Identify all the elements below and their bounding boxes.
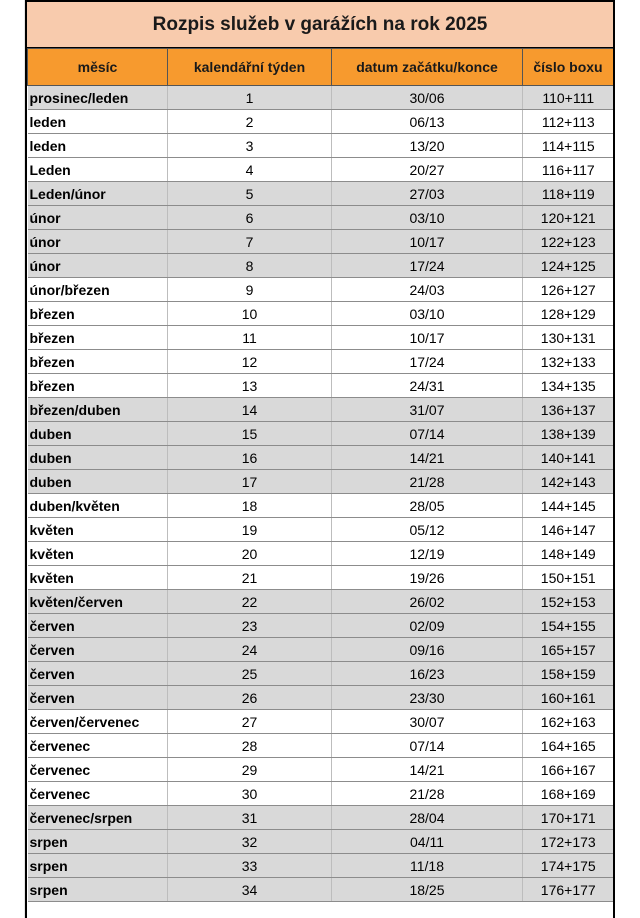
month-cell: březen bbox=[28, 326, 168, 350]
box-cell: 116+117 bbox=[523, 158, 614, 182]
dates-cell: 13/20 bbox=[332, 134, 523, 158]
dates-cell: 07/14 bbox=[332, 734, 523, 758]
dates-cell: 23/30 bbox=[332, 686, 523, 710]
month-cell: leden bbox=[28, 134, 168, 158]
week-cell: 27 bbox=[168, 710, 332, 734]
header-month: měsíc bbox=[28, 49, 168, 86]
month-cell: duben bbox=[28, 446, 168, 470]
table-row bbox=[28, 806, 614, 830]
schedule-table bbox=[27, 48, 614, 902]
box-cell: 148+149 bbox=[523, 542, 614, 566]
week-cell: 33 bbox=[168, 854, 332, 878]
table-row bbox=[28, 182, 614, 206]
table-row bbox=[28, 542, 614, 566]
dates-cell: 12/19 bbox=[332, 542, 523, 566]
dates-cell: 20/27 bbox=[332, 158, 523, 182]
page-margin bbox=[0, 0, 25, 918]
box-cell: 164+165 bbox=[523, 734, 614, 758]
month-cell: Leden/únor bbox=[28, 182, 168, 206]
dates-cell: 31/07 bbox=[332, 398, 523, 422]
week-cell: 15 bbox=[168, 422, 332, 446]
month-cell: srpen bbox=[28, 878, 168, 902]
dates-cell: 02/09 bbox=[332, 614, 523, 638]
month-cell: únor bbox=[28, 206, 168, 230]
month-cell: únor/březen bbox=[28, 278, 168, 302]
dates-cell: 30/07 bbox=[332, 710, 523, 734]
dates-cell: 10/17 bbox=[332, 326, 523, 350]
box-cell: 166+167 bbox=[523, 758, 614, 782]
table-row bbox=[28, 854, 614, 878]
week-cell: 28 bbox=[168, 734, 332, 758]
week-cell: 2 bbox=[168, 110, 332, 134]
box-cell: 118+119 bbox=[523, 182, 614, 206]
week-cell: 31 bbox=[168, 806, 332, 830]
week-cell: 16 bbox=[168, 446, 332, 470]
dates-cell: 09/16 bbox=[332, 638, 523, 662]
month-cell: červen/červenec bbox=[28, 710, 168, 734]
week-cell: 9 bbox=[168, 278, 332, 302]
table-row bbox=[28, 638, 614, 662]
box-cell: 120+121 bbox=[523, 206, 614, 230]
dates-cell: 30/06 bbox=[332, 86, 523, 110]
month-cell: duben bbox=[28, 422, 168, 446]
week-cell: 18 bbox=[168, 494, 332, 518]
week-cell: 25 bbox=[168, 662, 332, 686]
dates-cell: 18/25 bbox=[332, 878, 523, 902]
month-cell: duben bbox=[28, 470, 168, 494]
dates-cell: 06/13 bbox=[332, 110, 523, 134]
month-cell: březen bbox=[28, 374, 168, 398]
table-row bbox=[28, 86, 614, 110]
box-cell: 132+133 bbox=[523, 350, 614, 374]
table-row bbox=[28, 230, 614, 254]
box-cell: 136+137 bbox=[523, 398, 614, 422]
week-cell: 30 bbox=[168, 782, 332, 806]
week-cell: 10 bbox=[168, 302, 332, 326]
dates-cell: 05/12 bbox=[332, 518, 523, 542]
dates-cell: 11/18 bbox=[332, 854, 523, 878]
box-cell: 154+155 bbox=[523, 614, 614, 638]
month-cell: prosinec/leden bbox=[28, 86, 168, 110]
box-cell: 144+145 bbox=[523, 494, 614, 518]
month-cell: leden bbox=[28, 110, 168, 134]
week-cell: 21 bbox=[168, 566, 332, 590]
table-row bbox=[28, 686, 614, 710]
table-body bbox=[28, 86, 614, 902]
week-cell: 20 bbox=[168, 542, 332, 566]
box-cell: 146+147 bbox=[523, 518, 614, 542]
week-cell: 1 bbox=[168, 86, 332, 110]
box-cell: 140+141 bbox=[523, 446, 614, 470]
month-cell: červen bbox=[28, 638, 168, 662]
month-cell: červenec/srpen bbox=[28, 806, 168, 830]
week-cell: 26 bbox=[168, 686, 332, 710]
week-cell: 11 bbox=[168, 326, 332, 350]
table-row bbox=[28, 158, 614, 182]
dates-cell: 16/23 bbox=[332, 662, 523, 686]
dates-cell: 03/10 bbox=[332, 302, 523, 326]
table-row bbox=[28, 446, 614, 470]
month-cell: srpen bbox=[28, 854, 168, 878]
dates-cell: 17/24 bbox=[332, 254, 523, 278]
week-cell: 8 bbox=[168, 254, 332, 278]
month-cell: květen bbox=[28, 518, 168, 542]
box-cell: 114+115 bbox=[523, 134, 614, 158]
header-calendar-week: kalendářní týden bbox=[168, 49, 332, 86]
table-row bbox=[28, 878, 614, 902]
table-row bbox=[28, 398, 614, 422]
month-cell: únor bbox=[28, 230, 168, 254]
table-row bbox=[28, 590, 614, 614]
table-row bbox=[28, 782, 614, 806]
month-cell: květen bbox=[28, 566, 168, 590]
dates-cell: 28/05 bbox=[332, 494, 523, 518]
week-cell: 19 bbox=[168, 518, 332, 542]
table-row bbox=[28, 350, 614, 374]
box-cell: 134+135 bbox=[523, 374, 614, 398]
box-cell: 170+171 bbox=[523, 806, 614, 830]
dates-cell: 26/02 bbox=[332, 590, 523, 614]
table-row bbox=[28, 470, 614, 494]
box-cell: 168+169 bbox=[523, 782, 614, 806]
table-row bbox=[28, 254, 614, 278]
dates-cell: 17/24 bbox=[332, 350, 523, 374]
week-cell: 22 bbox=[168, 590, 332, 614]
week-cell: 34 bbox=[168, 878, 332, 902]
week-cell: 3 bbox=[168, 134, 332, 158]
month-cell: červen bbox=[28, 662, 168, 686]
month-cell: únor bbox=[28, 254, 168, 278]
table-row bbox=[28, 206, 614, 230]
table-row bbox=[28, 758, 614, 782]
dates-cell: 24/31 bbox=[332, 374, 523, 398]
dates-cell: 27/03 bbox=[332, 182, 523, 206]
month-cell: červenec bbox=[28, 758, 168, 782]
month-cell: březen/duben bbox=[28, 398, 168, 422]
box-cell: 160+161 bbox=[523, 686, 614, 710]
sheet-title: Rozpis služeb v garážích na rok 2025 bbox=[27, 0, 613, 48]
table-row bbox=[28, 494, 614, 518]
week-cell: 12 bbox=[168, 350, 332, 374]
dates-cell: 28/04 bbox=[332, 806, 523, 830]
month-cell: duben/květen bbox=[28, 494, 168, 518]
header-row bbox=[28, 49, 614, 86]
month-cell: březen bbox=[28, 350, 168, 374]
table-row bbox=[28, 422, 614, 446]
box-cell: 142+143 bbox=[523, 470, 614, 494]
week-cell: 7 bbox=[168, 230, 332, 254]
table-header bbox=[28, 49, 614, 86]
month-cell: květen/červen bbox=[28, 590, 168, 614]
box-cell: 176+177 bbox=[523, 878, 614, 902]
table-row bbox=[28, 662, 614, 686]
box-cell: 138+139 bbox=[523, 422, 614, 446]
table-row bbox=[28, 734, 614, 758]
dates-cell: 14/21 bbox=[332, 758, 523, 782]
month-cell: červen bbox=[28, 614, 168, 638]
week-cell: 5 bbox=[168, 182, 332, 206]
dates-cell: 24/03 bbox=[332, 278, 523, 302]
dates-cell: 19/26 bbox=[332, 566, 523, 590]
header-box-number: číslo boxu bbox=[523, 49, 614, 86]
table-row bbox=[28, 518, 614, 542]
table-row bbox=[28, 302, 614, 326]
month-cell: Leden bbox=[28, 158, 168, 182]
week-cell: 23 bbox=[168, 614, 332, 638]
week-cell: 29 bbox=[168, 758, 332, 782]
box-cell: 130+131 bbox=[523, 326, 614, 350]
box-cell: 126+127 bbox=[523, 278, 614, 302]
month-cell: červenec bbox=[28, 734, 168, 758]
month-cell: březen bbox=[28, 302, 168, 326]
table-row bbox=[28, 566, 614, 590]
dates-cell: 07/14 bbox=[332, 422, 523, 446]
week-cell: 17 bbox=[168, 470, 332, 494]
month-cell: červenec bbox=[28, 782, 168, 806]
box-cell: 122+123 bbox=[523, 230, 614, 254]
week-cell: 14 bbox=[168, 398, 332, 422]
box-cell: 158+159 bbox=[523, 662, 614, 686]
dates-cell: 10/17 bbox=[332, 230, 523, 254]
schedule-sheet bbox=[25, 0, 615, 918]
dates-cell: 14/21 bbox=[332, 446, 523, 470]
month-cell: květen bbox=[28, 542, 168, 566]
box-cell: 165+157 bbox=[523, 638, 614, 662]
table-row bbox=[28, 278, 614, 302]
dates-cell: 04/11 bbox=[332, 830, 523, 854]
box-cell: 110+111 bbox=[523, 86, 614, 110]
table-row bbox=[28, 710, 614, 734]
table-row bbox=[28, 614, 614, 638]
dates-cell: 03/10 bbox=[332, 206, 523, 230]
box-cell: 174+175 bbox=[523, 854, 614, 878]
month-cell: červen bbox=[28, 686, 168, 710]
box-cell: 152+153 bbox=[523, 590, 614, 614]
dates-cell: 21/28 bbox=[332, 470, 523, 494]
week-cell: 24 bbox=[168, 638, 332, 662]
box-cell: 112+113 bbox=[523, 110, 614, 134]
box-cell: 124+125 bbox=[523, 254, 614, 278]
dates-cell: 21/28 bbox=[332, 782, 523, 806]
table-row bbox=[28, 134, 614, 158]
box-cell: 162+163 bbox=[523, 710, 614, 734]
table-row bbox=[28, 830, 614, 854]
box-cell: 172+173 bbox=[523, 830, 614, 854]
table-row bbox=[28, 110, 614, 134]
header-start-end-date: datum začátku/konce bbox=[332, 49, 523, 86]
table-row bbox=[28, 374, 614, 398]
week-cell: 6 bbox=[168, 206, 332, 230]
week-cell: 4 bbox=[168, 158, 332, 182]
table-row bbox=[28, 326, 614, 350]
box-cell: 128+129 bbox=[523, 302, 614, 326]
month-cell: srpen bbox=[28, 830, 168, 854]
week-cell: 32 bbox=[168, 830, 332, 854]
box-cell: 150+151 bbox=[523, 566, 614, 590]
week-cell: 13 bbox=[168, 374, 332, 398]
